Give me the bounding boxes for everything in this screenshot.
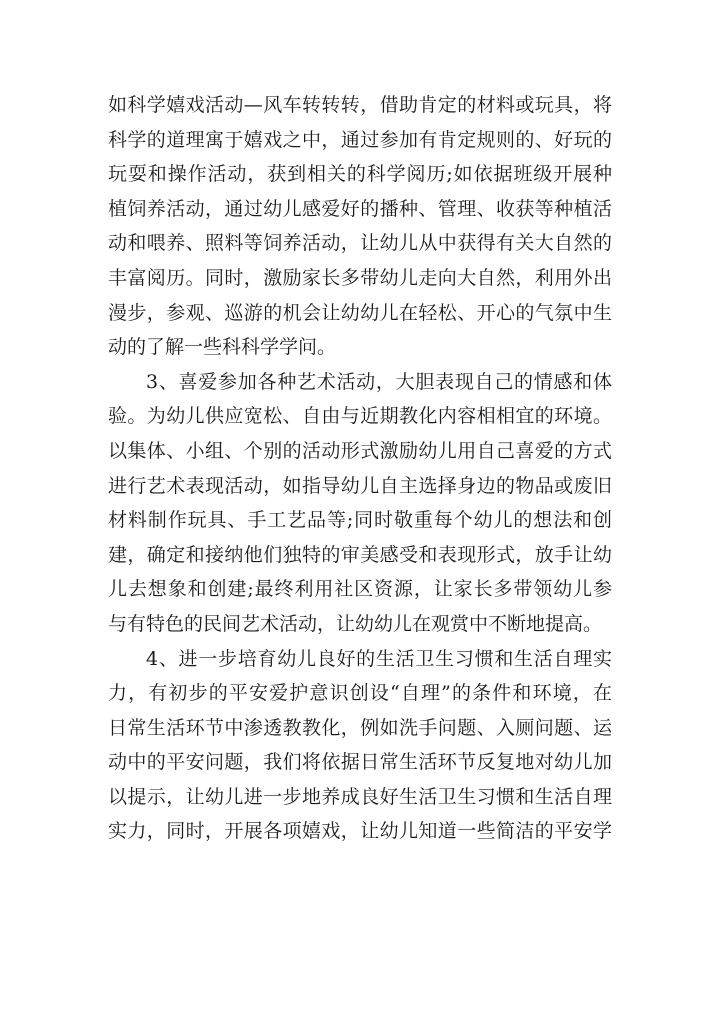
body-text xyxy=(108,88,612,849)
text-line: 验。为幼儿供应宽松、自由与近期教化内容相相宜的环境。 xyxy=(108,405,612,428)
text-line: 建，确定和接纳他们独特的审美感受和表现形式，放手让幼 xyxy=(108,543,612,566)
text-line: 丰富阅历。同时，激励家长多带幼儿走向大自然，利用外出 xyxy=(108,266,612,289)
text-line: 动中的平安问题，我们将依据日常生活环节反复地对幼儿加 xyxy=(108,751,612,774)
text-line: 动和喂养、照料等饲养活动，让幼儿从中获得有关大自然的 xyxy=(108,232,612,255)
text-line: 科学的道理寓于嬉戏之中，通过参加有肯定规则的、好玩的 xyxy=(108,128,612,151)
text-line: 实力，同时，开展各项嬉戏，让幼儿知道一些简洁的平安学 xyxy=(108,820,612,843)
text-line: 动的了解一些科科学学问。 xyxy=(108,336,337,359)
text-line: 力，有初步的平安爱护意识创设“自理”的条件和环境，在 xyxy=(108,682,612,705)
text-line: 与有特色的民间艺术活动，让幼幼儿在观赏中不断地提高。 xyxy=(108,612,603,635)
text-line: 进行艺术表现活动，如指导幼儿自主选择身边的物品或废旧 xyxy=(108,474,612,497)
text-line: 玩耍和操作活动，获到相关的科学阅历;如依据班级开展种 xyxy=(108,163,612,186)
paragraph-4-first-line: 4、进一步培育幼儿良好的生活卫生习惯和生活自理实 xyxy=(146,647,612,670)
text-line: 以集体、小组、个别的活动形式激励幼儿用自己喜爱的方式 xyxy=(108,439,612,462)
text-line: 植饲养活动，通过幼儿感爱好的播种、管理、收获等种植活 xyxy=(108,197,612,220)
text-line: 如科学嬉戏活动—风车转转转，借助肯定的材料或玩具，将 xyxy=(108,94,612,116)
text-line: 漫步，参观、巡游的机会让幼幼儿在轻松、开心的气氛中生 xyxy=(108,301,612,324)
paragraph-3-first-line: 3、喜爱参加各种艺术活动，大胆表现自己的情感和体 xyxy=(146,370,612,393)
text-line: 材料制作玩具、手工艺品等;同时敬重每个幼儿的想法和创 xyxy=(108,509,612,532)
text-line: 以提示，让幼儿进一步地养成良好生活卫生习惯和生活自理 xyxy=(108,785,612,808)
text-line: 日常生活环节中渗透教教化，例如洗手问题、入厕问题、运 xyxy=(108,716,612,739)
text-line: 儿去想象和创建;最终利用社区资源，让家长多带领幼儿参 xyxy=(108,578,612,601)
